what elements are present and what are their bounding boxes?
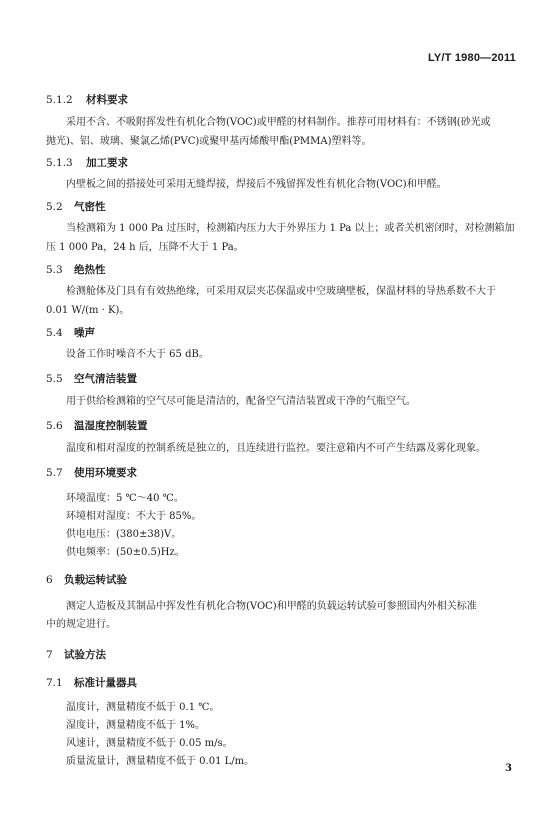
list-item: 风速计，测量精度不低于 0.05 m/s。 [66,738,233,749]
section-number: 5.4 [46,327,63,339]
list-item: 质量流量计，测量精度不低于 0.01 L/m。 [66,756,255,767]
heading-7-1 [46,675,137,690]
paragraph-airtightness [46,219,532,238]
heading-5-1-2 [46,92,128,107]
list-item: 温度计，测量精度不低于 0.1 ℃。 [66,702,220,713]
section-number: 5.3 [46,264,63,276]
paragraph-line: 测定人造板及其制品中挥发性有机化合物(VOC)和甲醛的负载运转试验可参照国内外相关标准 [66,601,477,612]
section-title: 加工要求 [86,157,128,169]
list-item: 环境温度：5 ℃～40 ℃。 [66,493,184,504]
heading-5-4 [46,325,95,340]
paragraph-air-cleaning [46,392,532,411]
section-title: 试验方法 [64,649,106,661]
section-number: 6 [46,574,53,586]
list-item: 供电电压：(380±38)V。 [66,529,182,540]
section-title: 负载运转试验 [64,574,127,586]
heading-5-6 [46,418,148,433]
section-number: 5.7 [46,467,63,479]
paragraph-airtightness-cont [46,238,512,257]
section-title: 气密性 [74,201,106,213]
paragraph-line: 检测舱体及门具有有效热绝缘，可采用双层夹芯保温或中空玻璃壁板，保温材料的导热系数不大于 [66,286,496,297]
paragraph-load-test [46,597,532,616]
page-number: 3 [505,763,512,774]
section-number: 5.1.3 [46,157,73,169]
heading-7 [46,647,106,662]
heading-5-2 [46,199,106,214]
paragraph-load-test-cont [46,615,512,634]
section-number: 5.6 [46,420,63,432]
list-item: 环境相对湿度：不大于 85%。 [66,511,202,522]
section-number: 7 [46,649,53,661]
paragraph-processing [46,175,532,194]
list-item: 湿度计，测量精度不低于 1%。 [66,720,206,731]
section-title: 绝热性 [74,264,106,276]
heading-5-1-3 [46,155,128,170]
paragraph-line: 设备工作时噪音不大于 65 dB。 [66,349,209,360]
section-title: 标准计量器具 [74,677,137,689]
section-number: 5.2 [46,201,63,213]
paragraph-insulation [46,282,532,301]
paragraph-line: 内壁板之间的搭接处可采用无缝焊接，焊接后不残留挥发性有机化合物(VOC)和甲醛。 [66,179,447,190]
paragraph-temp-humidity [46,439,532,458]
paragraph-line: 中的规定进行。 [46,619,116,630]
paragraph-line: 压 1 000 Pa，24 h 后，压降不大于 1 Pa。 [46,242,244,253]
paragraph-line: 0.01 W/(m · K)。 [46,305,130,316]
paragraph-noise [46,345,532,364]
list-item: 供电频率：(50±0.5)Hz。 [66,547,185,558]
section-title: 温湿度控制装置 [74,420,148,432]
section-title: 使用环境要求 [74,467,137,479]
standard-code-header: LY/T 1980—2011 [427,52,516,64]
paragraph-line: 采用不含、不吸附挥发性有机化合物(VOC)或甲醛的材料制作。推荐可用材料有：不锈钢(砂光或 [66,117,491,128]
paragraph-insulation-cont [46,301,512,320]
paragraph-line: 用于供给检测箱的空气尽可能是清洁的，配备空气清洁装置或干净的气瓶空气。 [66,396,416,407]
section-number: 5.1.2 [46,94,73,106]
section-title: 噪声 [74,327,95,339]
paragraph-line: 温度和相对湿度的控制系统是独立的，且连续进行监控。要注意箱内不可产生结露及雾化现象。 [66,443,486,454]
section-title: 材料要求 [86,94,128,106]
heading-5-3 [46,262,106,277]
heading-5-5 [46,371,137,386]
paragraph-materials [46,113,532,132]
paragraph-materials-cont [46,132,512,151]
section-number: 5.5 [46,373,63,385]
paragraph-line: 抛光)、铝、玻璃、聚氯乙烯(PVC)或聚甲基丙烯酸甲酯(PMMA)塑料等。 [46,136,372,147]
section-title: 空气清洁装置 [74,373,137,385]
heading-6 [46,572,127,587]
paragraph-line: 当检测箱为 1 000 Pa 过压时，检测箱内压力大于外界压力 1 Pa 以上；或者关机密闭时，对检测箱加 [66,223,515,234]
heading-5-7 [46,465,137,480]
section-number: 7.1 [46,677,63,689]
